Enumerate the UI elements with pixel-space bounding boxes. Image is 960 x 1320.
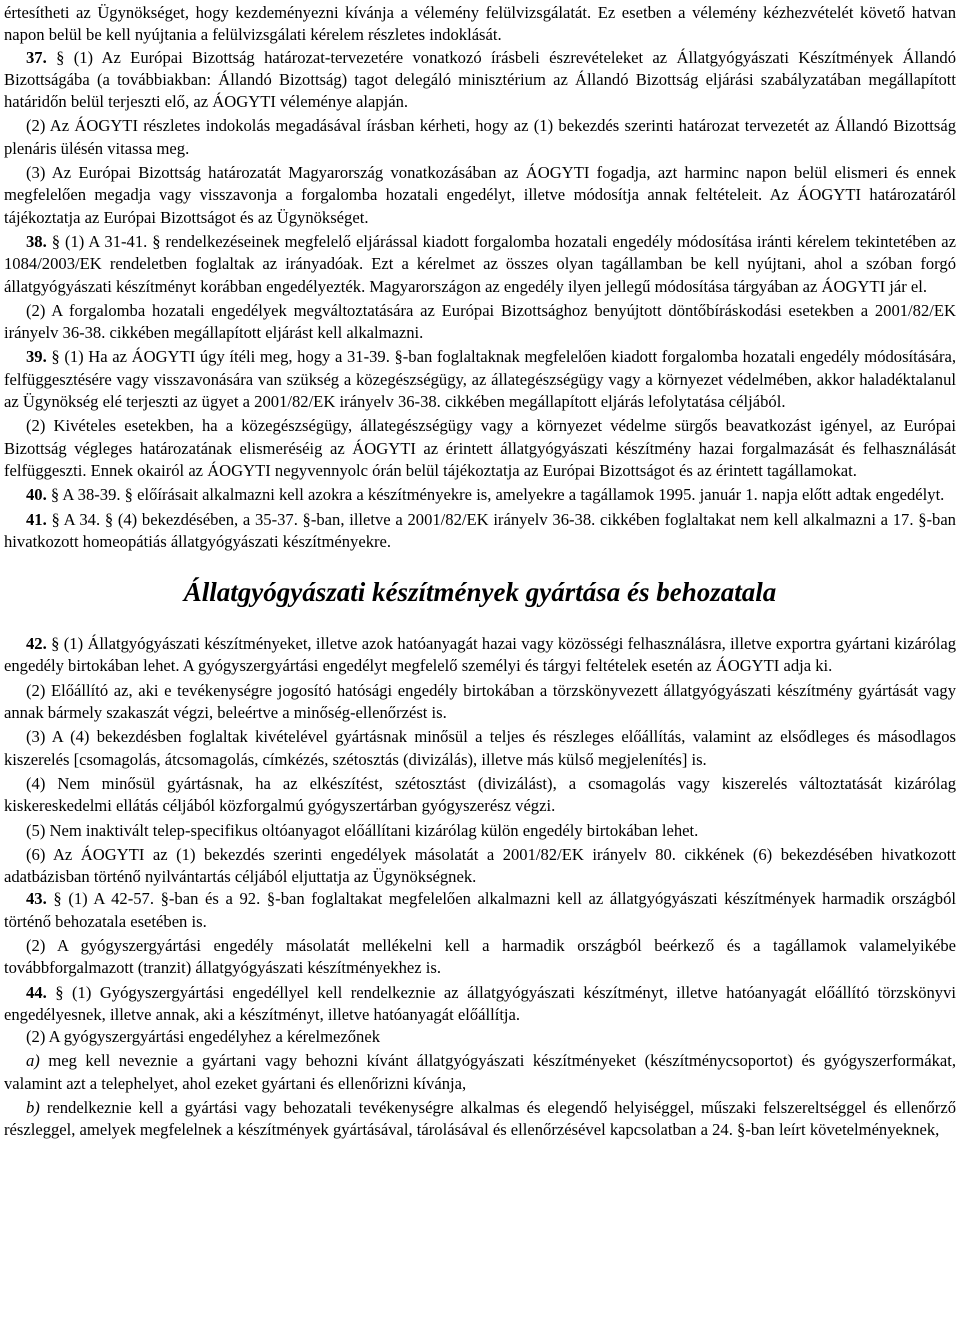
point-label: a) bbox=[26, 1051, 40, 1071]
paragraph-continuation: értesítheti az Ügynökséget, hogy kezdeményezni kívánja a vélemény felülvizsgálatát. Ez esetben a vélemény kézhezvételét követő hatvan napon belül be kell nyújtania a felülvizsgálati kérelem részletes indoklását. bbox=[4, 3, 956, 45]
section-43-paragraph-2: (2) A gyógyszergyártási engedély másolatát mellékelni kell a harmadik országból beérkező és a tagállamok valamelyikébe továbbforgalmazott (tranzit) állatgyógyászati készítményekhez is. bbox=[4, 935, 956, 978]
section-number: 44. bbox=[26, 982, 47, 1002]
section-44-paragraph-2: (2) A gyógyszergyártási engedélyhez a kérelmezőnek bbox=[26, 1027, 381, 1047]
chapter-heading: Állatgyógyászati készítmények gyártása és behozatala bbox=[183, 577, 777, 608]
section-44-point-a: a) meg kell neveznie a gyártani vagy behozni kívánt állatgyógyászati készítményeket (készítménycsoportot) és gyógyszerformákat, valamint azt a telephelyet, ahol ezeket gyártani és ellenőrizni kívánja, bbox=[4, 1051, 956, 1093]
section-37-paragraph-2: (2) Az ÁOGYTI részletes indokolás megadásával írásban kérheti, hogy az (1) bekezdés szerinti határozat tervezetét az Állandó Bizottság plenáris ülésén vitassa meg. bbox=[4, 116, 956, 158]
section-42-paragraph-6: (6) Az ÁOGYTI az (1) bekezdés szerinti engedélyek másolatát a 2001/82/EK irányelv 80. cikkének (6) bekezdésében hivatkozott adatbázisban történő nyilvántartás céljából eljuttatja az Ügynökségnek. bbox=[4, 844, 956, 887]
section-37-paragraph-3: (3) Az Európai Bizottság határozatát Magyarország vonatkozásában az ÁOGYTI fogadja, azt harminc napon belül elismeri és ennek megfelelően megadja vagy visszavonja a forgalomba hozatali engedélyt, illetve módosítja annak feltételeit. Az ÁOGYTI határozatáról tájékoztatja az Európai Bizottságot és az Ügynökséget. bbox=[4, 163, 956, 227]
section-42-paragraph-1: 42. § (1) Állatgyógyászati készítményeket, illetve azok hatóanyagát hazai vagy közösségi felhasználásra, illetve exportra gyártani kizárólag engedély birtokában lehet. A gyógyszergyártási engedélyt megfelelő személyi és tárgyi feltételek esetén az ÁOGYTI adja ki. bbox=[4, 634, 956, 676]
point-label: b) bbox=[26, 1098, 40, 1118]
section-38-paragraph-2: (2) A forgalomba hozatali engedélyek megváltoztatására az Európai Bizottsághoz benyújtott döntőbíráskodási esetekben a 2001/82/EK irányelv 36-38. cikkében megállapított eljárást kell alkalmazni. bbox=[4, 300, 956, 343]
section-number: 41. bbox=[26, 509, 47, 529]
section-number: 37. bbox=[26, 47, 47, 67]
section-number: 39. bbox=[26, 347, 47, 367]
section-42-paragraph-5: (5) Nem inaktivált telep-specifikus oltóanyagot előállítani kizárólag külön engedély birtokában lehet. bbox=[26, 820, 699, 840]
section-41-paragraph-1: 41. § A 34. § (4) bekezdésében, a 35-37. §-ban, illetve a 2001/82/EK irányelv 36-38. cikkében foglaltakat nem kell alkalmazni a 17. §-ban hivatkozott homeopátiás állatgyógyászati készítményekre. bbox=[4, 509, 956, 551]
section-44-point-b: b) rendelkeznie kell a gyártási vagy behozatali tevékenységre alkalmas és elegendő helyiséggel, műszaki felszereltséggel és ellenőrző részleggel, amelyek megfelelnek a készítmények gyártásával, tárolásával és ellenőrzésével kapcsolatban a 24. §-ban leírt követelményeknek, bbox=[4, 1098, 956, 1140]
section-37-paragraph-1: 37. § (1) Az Európai Bizottság határozat-tervezetére vonatkozó írásbeli észrevételeket az Állatgyógyászati Készítmények Állandó Bizottságába (a továbbiakban: Állandó Bizottság) tagot delegáló minisztérium az Állandó Bizottság eljárási szabályzatában megállapított határidőn belül terjeszti elő, az ÁOGYTI véleménye alapján. bbox=[4, 47, 956, 112]
section-number: 40. bbox=[26, 485, 47, 505]
section-number: 42. bbox=[26, 634, 47, 654]
section-43-paragraph-1: 43. § (1) A 42-57. §-ban és a 92. §-ban foglaltakat megfelelően alkalmazni kell az állatgyógyászati készítmények harmadik országból történő behozatala esetében is. bbox=[4, 889, 956, 931]
section-44-paragraph-1: 44. § (1) Gyógyszergyártási engedéllyel kell rendelkeznie az állatgyógyászati készítményt, illetve hatóanyagát előállító törzskönyvi engedélyesnek, illetve annak, aki a készítményt, illetve hatóanyagát előállítja. bbox=[4, 982, 956, 1024]
section-42-paragraph-2: (2) Előállító az, aki e tevékenységre jogosító hatósági engedély birtokában a törzskönyvezett állatgyógyászati készítmény gyártását vagy annak bármely szakaszát végzi, beleértve a minőség-ellenőrzést is. bbox=[4, 680, 956, 723]
section-42-paragraph-3: (3) A (4) bekezdésben foglaltak kivételével gyártásnak minősül a teljes és részleges előállítás, valamint az elsődleges és másodlagos kiszerelés [csomagolás, átcsomagolás, címkézés, szétosztás (divizálás), illetve más külső megjelenítés] is. bbox=[4, 727, 956, 769]
section-40-paragraph-1: 40. § A 38-39. § előírásait alkalmazni kell azokra a készítményekre is, amelyekre a tagállamok 1995. január 1. napja előtt adtak engedélyt. bbox=[26, 485, 945, 505]
section-42-paragraph-4: (4) Nem minősül gyártásnak, ha az elkészítést, szétosztást (divizálást), a csomagolás vagy kiszerelés változtatását kizárólag kiskereskedelmi ellátás céljából közforgalmú gyógyszertárban gyógyszerész végzi. bbox=[4, 773, 956, 816]
section-39-paragraph-2: (2) Kivételes esetekben, ha a közegészségügy, állategészségügy vagy a környezet védelme sürgős beavatkozást igényel, az Európai Bizottság végleges határozatának elismeréséig az ÁOGYTI az érintett állatgyógyászati készítmény hazai forgalmazását és felhasználását felfüggeszti. Ennek okairól az ÁOGYTI negyvennyolc órán belül tájékoztatja az Európai Bizottságot és az érintett tagállamokat. bbox=[4, 416, 956, 480]
section-39-paragraph-1: 39. § (1) Ha az ÁOGYTI úgy ítéli meg, hogy a 31-39. §-ban foglaltaknak megfelelően kiadott forgalomba hozatali engedély módosítására, felfüggesztésére vagy visszavonására van szükség a közegészségügy, az állategészségügy vagy a környezet védelmében, akkor haladéktalanul az Ügynökség elé terjeszti az ügyet a 2001/82/EK irányelv 36-38. cikkében megállapított eljárás lefolytatása céljából. bbox=[4, 347, 956, 412]
section-38-paragraph-1: 38. § (1) A 31-41. § rendelkezéseinek megfelelő eljárással kiadott forgalomba hozatali engedély módosítása iránti kérelem tekintetében az 1084/2003/EK rendeletben foglaltak az irányadóak. Ezt a kérelmet az összes olyan tagállamban be kell nyújtani, ahol a szóban forgó állatgyógyászati készítményt korábban engedélyezték. Magyarországon az engedély ilyen jellegű módosítása tárgyában az ÁOGYTI jár el. bbox=[4, 231, 956, 296]
section-number: 38. bbox=[26, 231, 47, 251]
section-number: 43. bbox=[26, 889, 47, 909]
